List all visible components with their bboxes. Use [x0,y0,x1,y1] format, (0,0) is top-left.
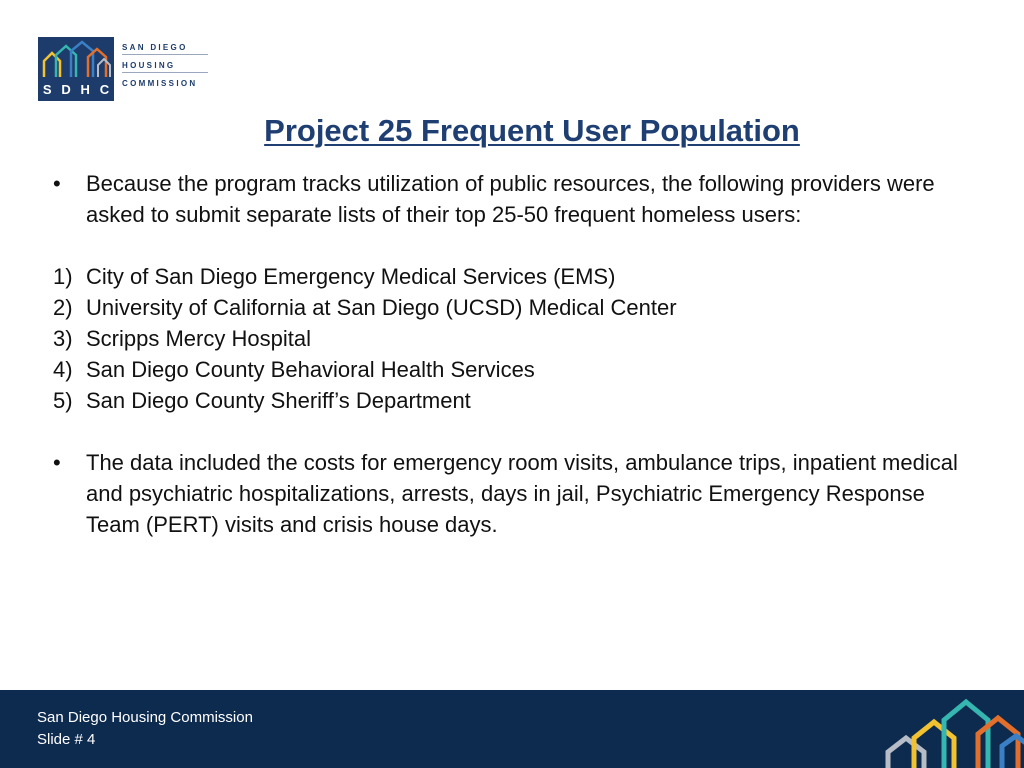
slide-title: Project 25 Frequent User Population [264,113,800,148]
list-item [53,385,973,416]
logo-letter: H [80,82,90,97]
data-note-text: The data included the costs for emergency room visits, ambulance trips, inpatient medical and psychiatric hospitalizations, arrests, days in jail, Psychiatric Emergency Response Team (PERT) visits and crisis house days. [86,450,958,537]
list-item [53,354,973,385]
list-number: 4) [53,357,73,382]
list-number: 1) [53,264,73,289]
list-item [53,261,973,292]
footer-bar [0,690,1024,768]
list-item-text: University of California at San Diego (UCSD) Medical Center [86,295,677,320]
logo-letter: D [61,82,71,97]
list-number: 5) [53,388,73,413]
footer-org: San Diego Housing Commission [37,709,253,726]
list-item [53,323,973,354]
sdhc-logo [38,37,208,101]
list-item-text: San Diego County Behavioral Health Services [86,357,535,382]
bullet-icon: • [53,171,61,196]
logo-letters [38,82,114,97]
list-number: 3) [53,326,73,351]
list-item [53,292,973,323]
footer-text [37,707,253,751]
logo-letter: C [99,82,110,97]
list-item-text: City of San Diego Emergency Medical Services (EMS) [86,264,616,289]
list-item-text: Scripps Mercy Hospital [86,326,311,351]
bullet-item [53,447,973,540]
logo-mark [38,37,114,101]
bullet-icon: • [53,450,61,475]
houses-graphic-icon [874,690,1024,768]
intro-text: Because the program tracks utilization of public resources, the following providers were asked to submit separate lists of their top 25-50 frequent homeless users: [86,171,935,227]
list-item-text: San Diego County Sheriff’s Department [86,388,471,413]
slide-body [53,168,973,540]
logo-wordmark [122,41,208,94]
logo-letter: S [42,82,52,97]
footer-slide-number: Slide # 4 [37,731,96,748]
logo-word: SAN DIEGO [122,41,208,55]
logo-word: HOUSING [122,59,208,73]
logo-word: COMMISSION [122,79,198,88]
list-number: 2) [53,295,73,320]
bullet-item [53,168,973,230]
